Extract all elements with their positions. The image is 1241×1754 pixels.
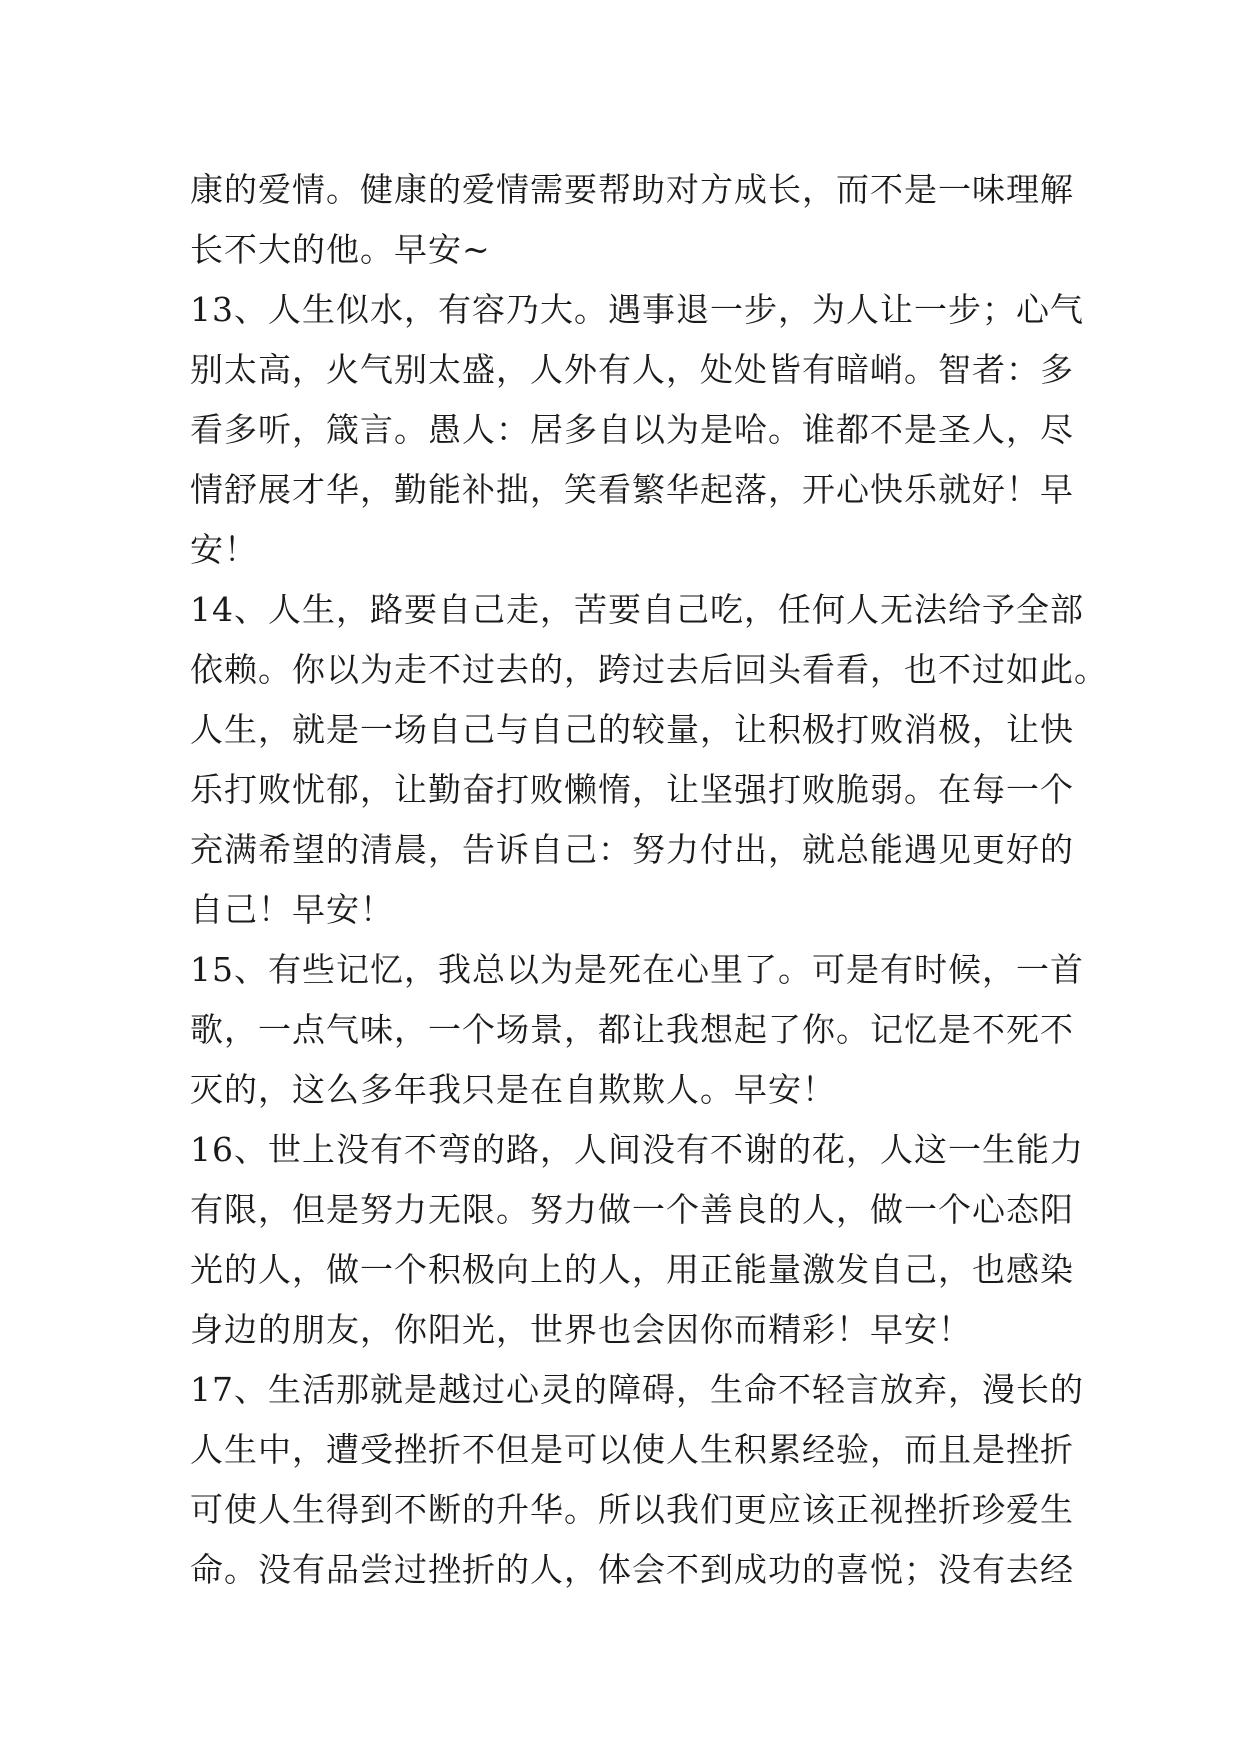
body-text <box>190 160 1108 1600</box>
text-line: 17、生活那就是越过心灵的障碍，生命不轻言放弃，漫长的 <box>190 1370 1084 1409</box>
text-line: 人生中，遭受挫折不但是可以使人生积累经验，而且是挫折 <box>190 1430 1074 1469</box>
text-line: 乐打败忧郁，让勤奋打败懒惰，让坚强打败脆弱。在每一个 <box>190 770 1074 809</box>
text-line: 情舒展才华，勤能补拙，笑看繁华起落，开心快乐就好！早 <box>190 470 1074 509</box>
text-line: 可使人生得到不断的升华。所以我们更应该正视挫折珍爱生 <box>190 1490 1074 1529</box>
text-line: 长不大的他。早安~ <box>190 230 491 269</box>
text-line: 光的人，做一个积极向上的人，用正能量激发自己，也感染 <box>190 1250 1074 1289</box>
text-line: 依赖。你以为走不过去的，跨过去后回头看看，也不过如此。 <box>190 650 1108 689</box>
text-line: 人生，就是一场自己与自己的较量，让积极打败消极，让快 <box>190 710 1074 749</box>
text-line: 13、人生似水，有容乃大。遇事退一步，为人让一步；心气 <box>190 290 1084 329</box>
text-line: 15、有些记忆，我总以为是死在心里了。可是有时候，一首 <box>190 950 1084 989</box>
text-line: 看多听，箴言。愚人：居多自以为是哈。谁都不是圣人，尽 <box>190 410 1074 449</box>
text-line: 别太高，火气别太盛，人外有人，处处皆有暗峭。智者：多 <box>190 350 1074 389</box>
text-line: 有限，但是努力无限。努力做一个善良的人，做一个心态阳 <box>190 1190 1074 1229</box>
text-line: 16、世上没有不弯的路，人间没有不谢的花，人这一生能力 <box>190 1130 1084 1169</box>
text-line: 14、人生，路要自己走，苦要自己吃，任何人无法给予全部 <box>190 590 1084 629</box>
text-line: 身边的朋友，你阳光，世界也会因你而精彩！早安！ <box>190 1310 972 1349</box>
text-line: 充满希望的清晨，告诉自己：努力付出，就总能遇见更好的 <box>190 830 1074 869</box>
text-line: 安！ <box>190 530 258 569</box>
text-line: 歌，一点气味，一个场景，都让我想起了你。记忆是不死不 <box>190 1010 1074 1049</box>
text-line: 灭的，这么多年我只是在自欺欺人。早安！ <box>190 1070 836 1109</box>
text-line: 康的爱情。健康的爱情需要帮助对方成长，而不是一味理解 <box>190 170 1074 209</box>
text-line: 自己！早安！ <box>190 890 394 929</box>
text-line: 命。没有品尝过挫折的人，体会不到成功的喜悦；没有去经 <box>190 1550 1074 1589</box>
